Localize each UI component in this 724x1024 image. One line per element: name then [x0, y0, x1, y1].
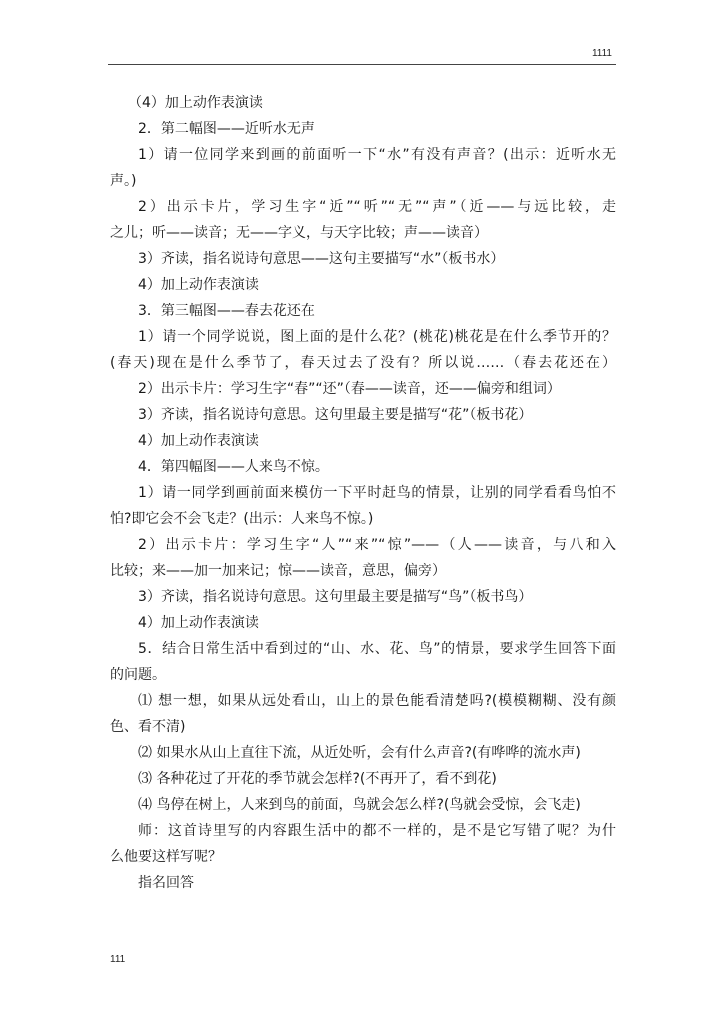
text-line: 2）出示卡片：学习生字“春”“还”（春——读音，还——偏旁和组词） — [138, 381, 561, 397]
text-line: 1）请一个同学说说，图上面的是什么花？(桃花)桃花是在什么季节开的？ — [138, 329, 616, 345]
text-line: 1）请一同学到画前面来模仿一下平时赶鸟的情景，让别的同学看看鸟怕不 — [138, 485, 616, 501]
text-line: 4）加上动作表演读 — [138, 433, 259, 449]
text-line: 4．第四幅图——人来鸟不惊。 — [138, 459, 329, 475]
text-line: 4）加上动作表演读 — [138, 615, 259, 631]
header-rule — [108, 64, 616, 65]
text-line: 之儿；听——读音；无——字义，与天字比较；声——读音） — [110, 225, 488, 241]
text-line: 3）齐读，指名说诗句意思。这句里最主要是描写“鸟”（板书鸟） — [138, 589, 533, 605]
text-line: (春天)现在是什么季节了，春天过去了没有？所以说……（春去花还在） — [110, 355, 616, 371]
text-line: ⑶ 各种花过了开花的季节就会怎样?(不再开了，看不到花) — [138, 771, 497, 787]
text-line: 比较；来——加一加来记；惊——读音，意思，偏旁） — [110, 563, 446, 579]
text-line: 4）加上动作表演读 — [138, 277, 259, 293]
text-line: （4）加上动作表演读 — [128, 95, 263, 111]
text-line: ⑴ 想一想，如果从远处看山，山上的景色能看清楚吗?(模模糊糊、没有颜 — [138, 693, 616, 709]
footer-page-number: 111 — [110, 954, 126, 965]
text-line: 声。) — [110, 173, 137, 189]
text-line: 怕?即它会不会飞走？(出示：人来鸟不惊。) — [110, 511, 374, 527]
text-line: ⑵ 如果水从山上直往下流，从近处听，会有什么声音?(有哗哗的流水声) — [138, 745, 581, 761]
text-line: 指名回答 — [138, 875, 194, 891]
text-line: 1）请一位同学来到画的前面听一下“水”有没有声音？(出示：近听水无 — [138, 147, 616, 163]
text-line: 2）出示卡片：学习生字“人”“来”“惊”——（人——读音，与八和入 — [138, 537, 616, 553]
text-line: 色、看不清) — [110, 719, 186, 735]
text-line: 师：这首诗里写的内容跟生活中的都不一样的，是不是它写错了呢？为什 — [138, 823, 616, 839]
document-body — [110, 90, 616, 896]
text-line: ⑷ 鸟停在树上，人来到鸟的前面，鸟就会怎么样?(鸟就会受惊，会飞走) — [138, 797, 581, 813]
text-line: 5．结合日常生活中看到过的“山、水、花、鸟”的情景，要求学生回答下面 — [138, 641, 616, 657]
text-line: 3）齐读，指名说诗句意思。这句里最主要是描写“花”（板书花） — [138, 407, 533, 423]
text-line: 2．第二幅图——近听水无声 — [138, 121, 315, 137]
header-page-number: 1111 — [591, 48, 612, 59]
text-line: 3）齐读，指名说诗句意思——这句主要描写“水”（板书水） — [138, 251, 505, 267]
text-line: 么他要这样写呢？ — [110, 849, 222, 865]
text-line: 2）出示卡片，学习生字“近”“听”“无”“声”（近——与远比较，走 — [138, 199, 616, 215]
text-line: 的问题。 — [110, 667, 166, 683]
text-line: 3．第三幅图——春去花还在 — [138, 303, 315, 319]
